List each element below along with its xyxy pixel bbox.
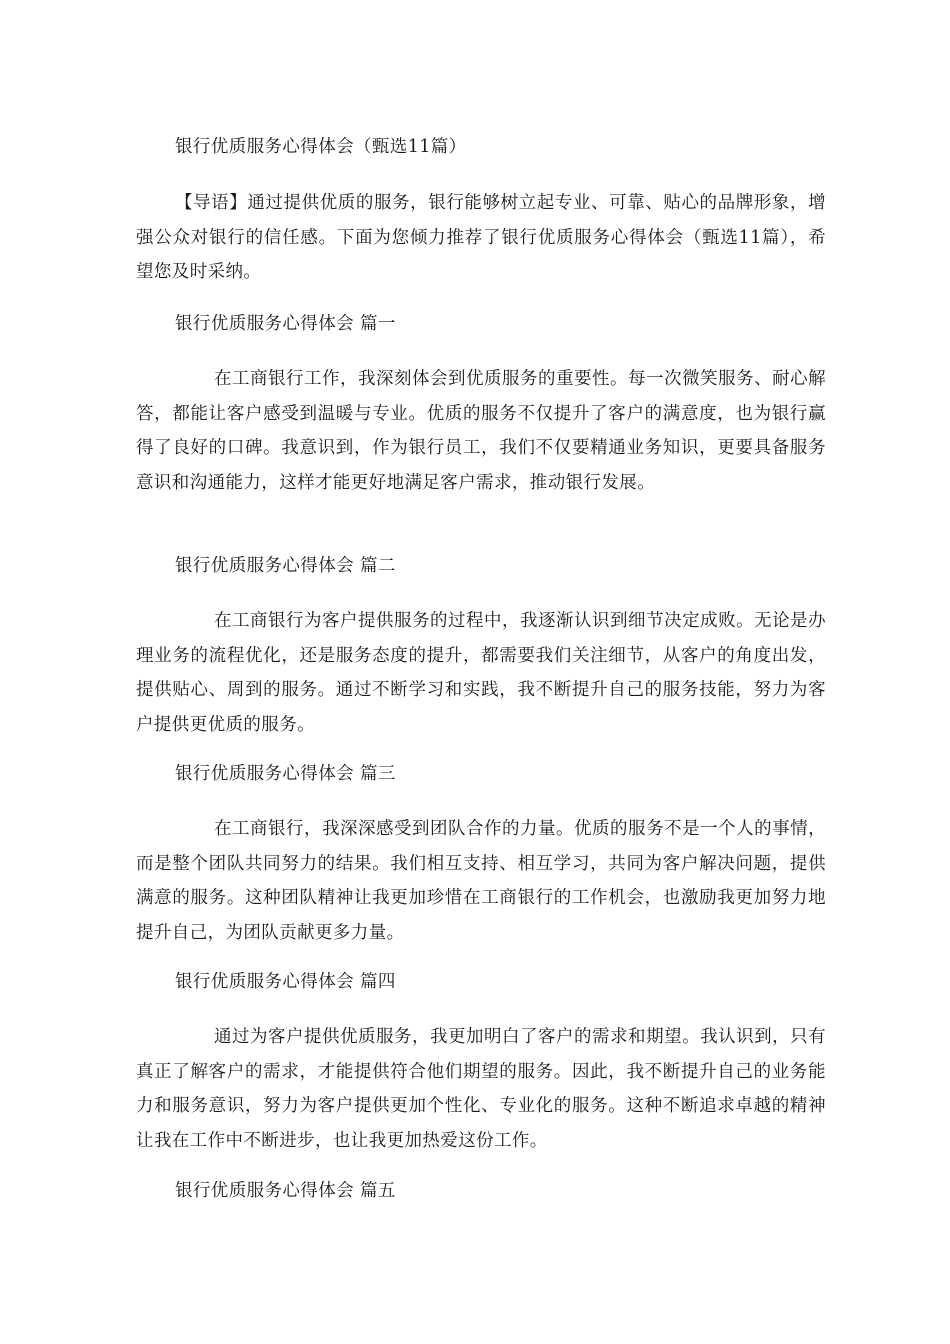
document-title: 银行优质服务心得体会（甄选11篇） [175, 137, 467, 157]
section-body-4: 通过为客户提供优质服务，我更加明白了客户的需求和期望。我认识到，只有真正了解客户的需求，才能提供符合他们期望的服务。因此，我不断提升自己的业务能力和服务意识，努力为客户提供更加个性化、专业化的服务。这种不断追求卓越的精神让我在工作中不断进步，也让我更加热爱这份工作。 [136, 1027, 826, 1151]
section-body-3: 在工商银行，我深深感受到团队合作的力量。优质的服务不是一个人的事情，而是整个团队共同努力的结果。我们相互支持、相互学习，共同为客户解决问题，提供满意的服务。这种团队精神让我更加珍惜在工商银行的工作机会，也激励我更加努力地提升自己，为团队贡献更多力量。 [136, 819, 826, 943]
section-heading-4: 银行优质服务心得体会 篇四 [175, 972, 396, 992]
section-heading-5: 银行优质服务心得体会 篇五 [175, 1181, 396, 1201]
section-heading-2: 银行优质服务心得体会 篇二 [175, 556, 396, 576]
section-body-1: 在工商银行工作，我深刻体会到优质服务的重要性。每一次微笑服务、耐心解答，都能让客户感受到温暖与专业。优质的服务不仅提升了客户的满意度，也为银行赢得了良好的口碑。我意识到，作为银行员工，我们不仅要精通业务知识，更要具备服务意识和沟通能力，这样才能更好地满足客户需求，推动银行发展。 [136, 369, 826, 493]
section-body-2: 在工商银行为客户提供服务的过程中，我逐渐认识到细节决定成败。无论是办理业务的流程优化，还是服务态度的提升，都需要我们关注细节，从客户的角度出发，提供贴心、周到的服务。通过不断学习和实践，我不断提升自己的服务技能，努力为客户提供更优质的服务。 [136, 611, 826, 735]
section-heading-3: 银行优质服务心得体会 篇三 [175, 764, 396, 784]
intro-paragraph: 【导语】通过提供优质的服务，银行能够树立起专业、可靠、贴心的品牌形象，增强公众对银行的信任感。下面为您倾力推荐了银行优质服务心得体会（甄选11篇），希望您及时采纳。 [136, 193, 826, 282]
section-heading-1: 银行优质服务心得体会 篇一 [175, 314, 396, 334]
